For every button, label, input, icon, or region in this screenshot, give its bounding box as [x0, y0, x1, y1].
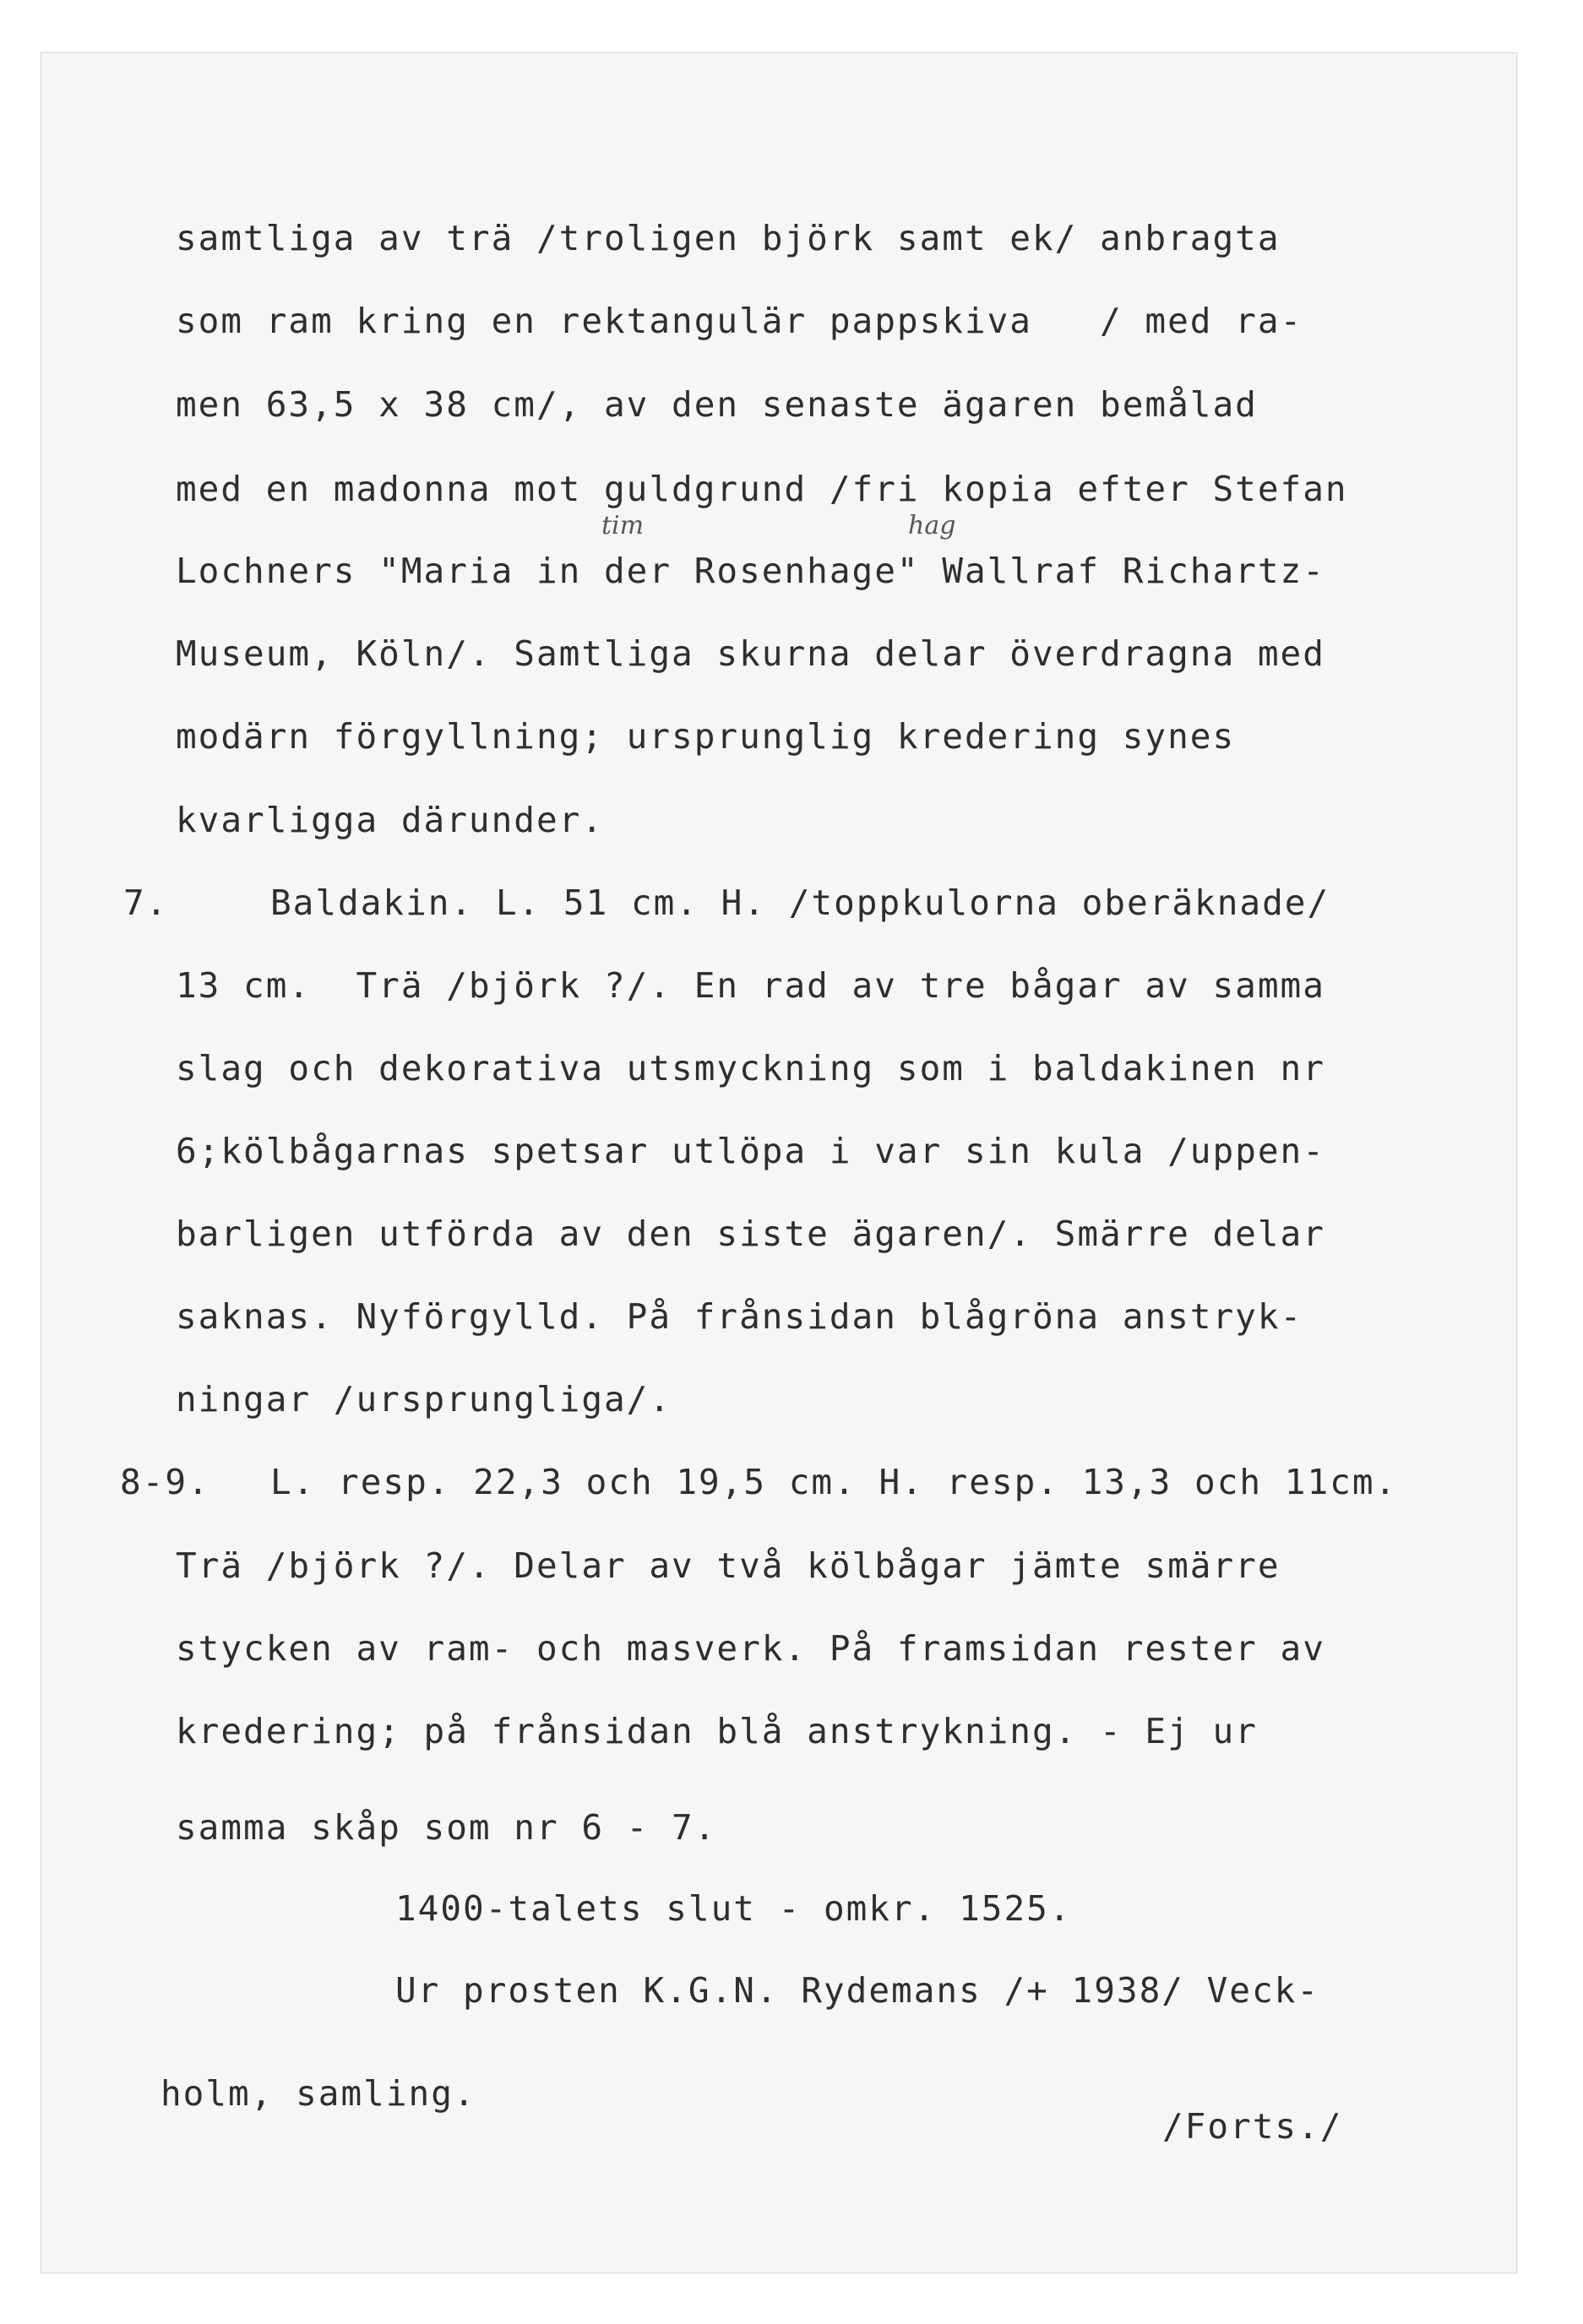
- text-line: slag och dekorativa utsmyckning som i baldakinen nr: [176, 1048, 1325, 1089]
- text-line: samma skåp som nr 6 - 7.: [176, 1807, 717, 1848]
- text-line: Lochners "Maria in der Rosenhage" Wallraf Richartz-: [176, 551, 1325, 591]
- text-line: barligen utförda av den siste ägaren/. Smärre delar: [176, 1214, 1325, 1254]
- text-line: kredering; på frånsidan blå anstrykning. - Ej ur: [176, 1711, 1258, 1751]
- text-line: 13 cm. Trä /björk ?/. En rad av tre bågar av samma: [176, 965, 1325, 1006]
- provenance-line: Ur prosten K.G.N. Rydemans /+ 1938/ Veck-: [395, 1970, 1320, 2011]
- dating-line: 1400-talets slut - omkr. 1525.: [395, 1888, 1072, 1929]
- item-number: 7.: [123, 882, 169, 923]
- text-line: ningar /ursprungliga/.: [176, 1379, 672, 1420]
- text-line: stycken av ram- och masverk. På framsidan rester av: [176, 1628, 1325, 1669]
- item-number: 8-9.: [120, 1462, 210, 1502]
- text-line: Museum, Köln/. Samtliga skurna delar överdragna med: [176, 633, 1325, 674]
- continued-marker: /Forts./: [1162, 2106, 1343, 2147]
- handwritten-note: tim: [601, 511, 645, 540]
- text-line: modärn förgyllning; ursprunglig kredering synes: [176, 716, 1236, 757]
- text-line: 6;kölbågarnas spetsar utlöpa i var sin kula /uppen-: [176, 1131, 1325, 1171]
- text-line: Baldakin. L. 51 cm. H. /toppkulorna oberäknade/: [270, 882, 1330, 923]
- text-line: Trä /björk ?/. Delar av två kölbågar jämte smärre: [176, 1545, 1281, 1586]
- text-line: men 63,5 x 38 cm/, av den senaste ägaren bemålad: [176, 384, 1258, 425]
- text-line: L. resp. 22,3 och 19,5 cm. H. resp. 13,3 och 11cm.: [270, 1462, 1398, 1502]
- text-line: kvarligga därunder.: [176, 800, 604, 840]
- text-line: med en madonna mot guldgrund /fri kopia efter Stefan: [176, 469, 1348, 509]
- text-line: saknas. Nyförgylld. På frånsidan blågröna anstryk-: [176, 1296, 1303, 1337]
- handwritten-note: hag: [908, 511, 956, 540]
- text-line: som ram kring en rektangulär pappskiva / med ra-: [176, 301, 1303, 341]
- provenance-line: holm, samling.: [160, 2073, 476, 2114]
- text-line: samtliga av trä /troligen björk samt ek/ anbragta: [176, 218, 1281, 258]
